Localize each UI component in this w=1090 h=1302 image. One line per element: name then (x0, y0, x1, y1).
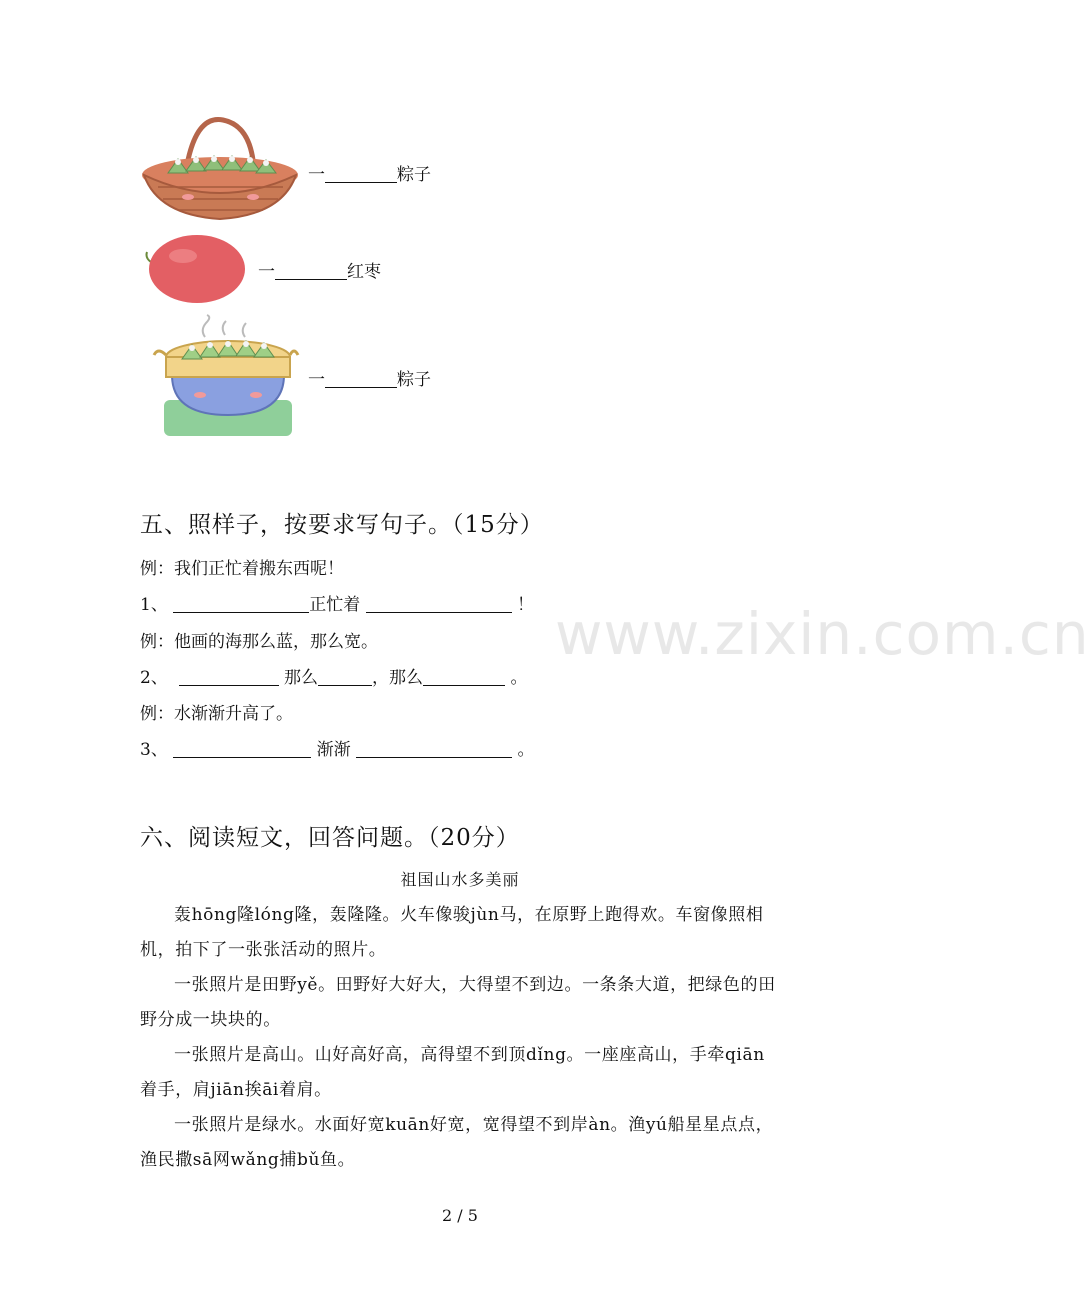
q2-blank-a[interactable] (179, 668, 279, 686)
question-2-number: 2、 (140, 668, 168, 688)
question-3-number: 3、 (140, 740, 168, 760)
example-3: 例：水渐渐升高了。 (140, 704, 293, 724)
q3-blank-b[interactable] (356, 740, 512, 758)
fill-suffix-2: 红枣 (347, 262, 381, 282)
question-1-text: 正忙着 (309, 595, 361, 615)
fill-prefix-3: 一 (308, 370, 325, 390)
steamer-zongzi-image (150, 315, 302, 437)
q2-blank-b[interactable] (318, 668, 372, 686)
basket-zongzi-image (138, 115, 303, 225)
article-body (140, 898, 780, 1178)
article-paragraph-1: 轰hōng隆lóng隆，轰隆隆。火车像骏jùn马，在原野上跑得欢。车窗像照相机，拍下了一张张活动的照片。 (140, 905, 764, 960)
answer-blank-2[interactable] (275, 262, 347, 280)
example-1: 例：我们正忙着搬东西呢！ (140, 559, 344, 579)
article-paragraph-4: 一张照片是绿水。水面好宽kuān好宽，宽得望不到岸àn。渔yú船星星点点，渔民撒sā网wǎng捕bǔ鱼。 (140, 1115, 774, 1170)
answer-blank-1[interactable] (325, 165, 397, 183)
q3-blank-a[interactable] (173, 740, 311, 758)
question-3-text: 渐渐 (316, 740, 351, 760)
q1-blank-b[interactable] (366, 595, 512, 613)
q1-blank-a[interactable] (173, 595, 309, 613)
question-1 (140, 590, 534, 615)
question-1-number: 1、 (140, 595, 168, 615)
article-paragraph-3: 一张照片是高山。山好高好高，高得望不到顶dǐng。一座座高山，手牵qiān着手，肩jiān挨āi着肩。 (140, 1045, 765, 1100)
question-3 (140, 735, 534, 760)
fill-suffix-3: 粽子 (397, 370, 431, 390)
question-3-end: 。 (517, 740, 535, 760)
fill-suffix-1: 粽子 (397, 165, 431, 185)
article-paragraph-2: 一张照片是田野yě。田野好大好大，大得望不到边。一条条大道，把绿色的田野分成一块块的。 (140, 975, 776, 1030)
red-date-image (143, 232, 248, 304)
question-2-text-b: ，那么 (372, 668, 424, 688)
fill-line-1 (308, 160, 431, 185)
section6-title: 六、阅读短文，回答问题。（20分） (140, 825, 520, 851)
page-number: 2 / 5 (442, 1206, 478, 1225)
article-title: 祖国山水多美丽 (400, 870, 520, 889)
question-1-end: ！ (517, 595, 535, 615)
example-2: 例：他画的海那么蓝，那么宽。 (140, 632, 378, 652)
question-2-text-a: 那么 (284, 668, 319, 688)
fill-prefix-2: 一 (258, 262, 275, 282)
section5-title: 五、照样子，按要求写句子。（15分） (140, 512, 544, 538)
fill-line-2 (258, 257, 381, 282)
answer-blank-3[interactable] (325, 370, 397, 388)
q2-blank-c[interactable] (423, 668, 505, 686)
fill-prefix-1: 一 (308, 165, 325, 185)
fill-line-3 (308, 365, 431, 390)
question-2 (140, 663, 527, 688)
question-2-end: 。 (510, 668, 528, 688)
watermark-text: www.zixin.com.cn (555, 600, 1090, 668)
